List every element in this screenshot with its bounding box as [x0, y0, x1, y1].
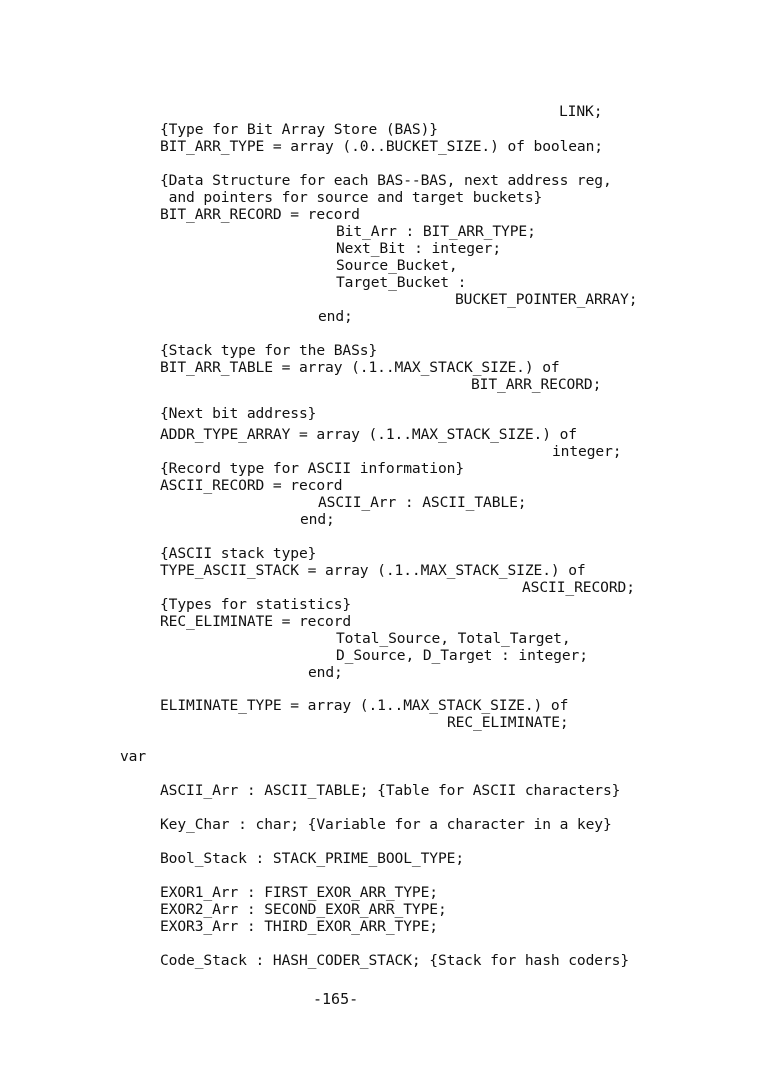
code-line: Bit_Arr : BIT_ARR_TYPE;: [336, 223, 536, 240]
page-number: -165-: [313, 990, 359, 1008]
code-line: Key_Char : char; {Variable for a character in a key}: [160, 816, 612, 833]
code-line: end;: [318, 308, 353, 325]
code-line: ADDR_TYPE_ARRAY = array (.1..MAX_STACK_SIZE.) of: [160, 426, 577, 443]
code-line: {Next bit address}: [160, 405, 317, 422]
code-line: EXOR3_Arr : THIRD_EXOR_ARR_TYPE;: [160, 918, 438, 935]
code-line: {Types for statistics}: [160, 596, 352, 613]
code-line: TYPE_ASCII_STACK = array (.1..MAX_STACK_SIZE.) of: [160, 562, 586, 579]
code-line: ASCII_Arr : ASCII_TABLE;: [318, 494, 527, 511]
code-line: ASCII_RECORD = record: [160, 477, 343, 494]
code-line: {Data Structure for each BAS--BAS, next address reg,: [160, 172, 612, 189]
code-line: BIT_ARR_TYPE = array (.0..BUCKET_SIZE.) of boolean;: [160, 138, 603, 155]
code-line: {ASCII stack type}: [160, 545, 317, 562]
code-line: REC_ELIMINATE;: [447, 714, 569, 731]
code-line: BIT_ARR_RECORD;: [471, 376, 602, 393]
code-line: BIT_ARR_TABLE = array (.1..MAX_STACK_SIZE.) of: [160, 359, 560, 376]
code-line: var: [120, 748, 147, 765]
code-line: BIT_ARR_RECORD = record: [160, 206, 360, 223]
code-line: {Type for Bit Array Store (BAS)}: [160, 121, 438, 138]
code-line: end;: [308, 664, 343, 681]
code-line: {Record type for ASCII information}: [160, 460, 465, 477]
code-line: ASCII_RECORD;: [522, 579, 635, 596]
code-line: LINK;: [559, 103, 603, 120]
code-line: BUCKET_POINTER_ARRAY;: [455, 291, 638, 308]
code-line: EXOR1_Arr : FIRST_EXOR_ARR_TYPE;: [160, 884, 438, 901]
code-line: ELIMINATE_TYPE = array (.1..MAX_STACK_SIZE.) of: [160, 697, 569, 714]
code-line: EXOR2_Arr : SECOND_EXOR_ARR_TYPE;: [160, 901, 447, 918]
code-line: Target_Bucket :: [336, 274, 467, 291]
code-line: integer;: [552, 443, 622, 460]
code-line: end;: [300, 511, 335, 528]
code-line: Bool_Stack : STACK_PRIME_BOOL_TYPE;: [160, 850, 465, 867]
code-line: D_Source, D_Target : integer;: [336, 647, 588, 664]
code-line: Code_Stack : HASH_CODER_STACK; {Stack for hash coders}: [160, 952, 630, 969]
code-line: ASCII_Arr : ASCII_TABLE; {Table for ASCII characters}: [160, 782, 621, 799]
code-line: Total_Source, Total_Target,: [336, 630, 571, 647]
code-line: {Stack type for the BASs}: [160, 342, 378, 359]
code-line: Next_Bit : integer;: [336, 240, 502, 257]
code-line: and pointers for source and target buckets}: [160, 189, 543, 206]
code-line: Source_Bucket,: [336, 257, 458, 274]
code-line: REC_ELIMINATE = record: [160, 613, 352, 630]
